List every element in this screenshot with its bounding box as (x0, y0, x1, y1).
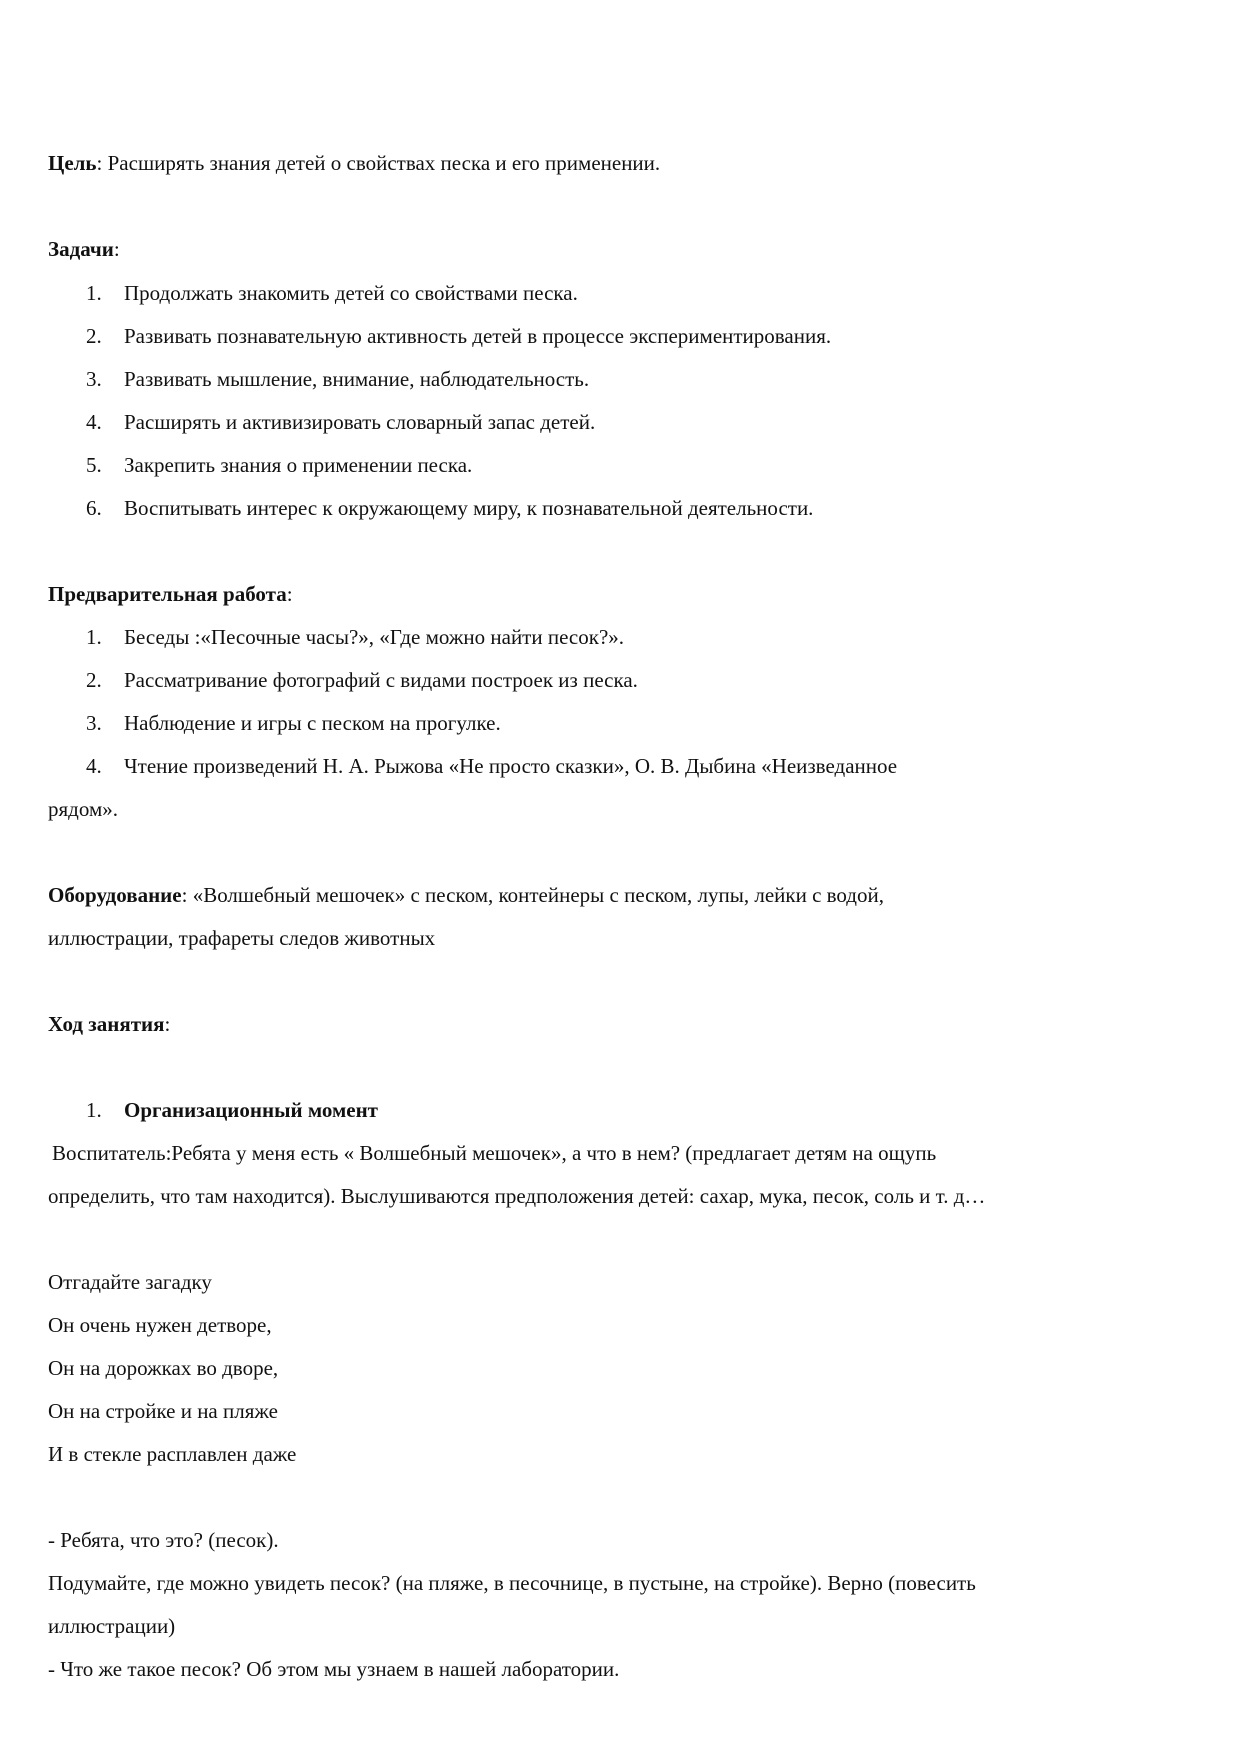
riddle-line: Он на стройке и на пляже (48, 1399, 278, 1423)
preliminary-number: 1. (86, 625, 102, 649)
task-item: Закрепить знания о применении песка. (124, 453, 473, 477)
preliminary-label: Предварительная работа (48, 582, 287, 606)
task-item: Расширять и активизировать словарный запас детей. (124, 410, 596, 434)
task-item: Продолжать знакомить детей со свойствами песка. (124, 281, 578, 305)
step-title: Организационный момент (124, 1098, 378, 1122)
dialog-line: - Что же такое песок? Об этом мы узнаем в нашей лаборатории. (48, 1657, 620, 1681)
tasks-label: Задачи (48, 237, 114, 261)
preliminary-number: 3. (86, 711, 102, 735)
task-number: 6. (86, 496, 102, 520)
goal-text: : Расширять знания детей о свойствах песка и его применении. (96, 151, 661, 175)
preliminary-item: Чтение произведений Н. А. Рыжова «Не просто сказки», О. В. Дыбина «Неизведанное (124, 754, 898, 778)
lesson-heading (48, 1011, 170, 1037)
preliminary-colon: : (286, 582, 293, 606)
preliminary-number: 4. (86, 754, 102, 778)
tasks-heading (48, 236, 120, 262)
task-item: Воспитывать интерес к окружающему миру, к познавательной деятельности. (124, 496, 814, 520)
equipment-label: Оборудование (48, 883, 182, 907)
riddle-line: Он на дорожках во дворе, (48, 1356, 279, 1380)
task-number: 1. (86, 281, 102, 305)
lesson-paragraph: Воспитатель:Ребята у меня есть « Волшебный мешочек», а что в нем? (предлагает детям на ощупь (52, 1141, 937, 1165)
equipment-text-cont: иллюстрации, трафареты следов животных (48, 926, 436, 950)
dialog-line: Подумайте, где можно увидеть песок? (на пляже, в песочнице, в пустыне, на стройке). Верно (повесить (48, 1571, 976, 1595)
task-number: 3. (86, 367, 102, 391)
preliminary-item-continuation: рядом». (48, 797, 118, 821)
step-number: 1. (86, 1098, 102, 1122)
task-number: 2. (86, 324, 102, 348)
goal-label: Цель (48, 151, 97, 175)
riddle-line: Он очень нужен детворе, (48, 1313, 272, 1337)
riddle-line: Отгадайте загадку (48, 1270, 212, 1294)
lesson-colon: : (164, 1012, 171, 1036)
tasks-colon: : (113, 237, 120, 261)
preliminary-item: Беседы :«Песочные часы?», «Где можно найти песок?». (124, 625, 625, 649)
dialog-line: - Ребята, что это? (песок). (48, 1528, 279, 1552)
preliminary-heading (48, 581, 293, 607)
lesson-label: Ход занятия (48, 1012, 165, 1036)
equipment-text: : «Волшебный мешочек» с песком, контейнеры с песком, лупы, лейки с водой, (181, 883, 884, 907)
lesson-paragraph-cont: определить, что там находится). Выслушиваются предположения детей: сахар, мука, песок, соль и т. д… (48, 1184, 986, 1208)
task-item: Развивать мышление, внимание, наблюдательность. (124, 367, 590, 391)
task-item: Развивать познавательную активность детей в процессе экспериментирования. (124, 324, 832, 348)
preliminary-item: Рассматривание фотографий с видами построек из песка. (124, 668, 638, 692)
task-number: 4. (86, 410, 102, 434)
riddle-line: И в стекле расплавлен даже (48, 1442, 297, 1466)
equipment-paragraph (48, 882, 884, 908)
task-number: 5. (86, 453, 102, 477)
dialog-line: иллюстрации) (48, 1614, 176, 1638)
preliminary-item: Наблюдение и игры с песком на прогулке. (124, 711, 501, 735)
preliminary-number: 2. (86, 668, 102, 692)
goal-paragraph (48, 150, 660, 176)
